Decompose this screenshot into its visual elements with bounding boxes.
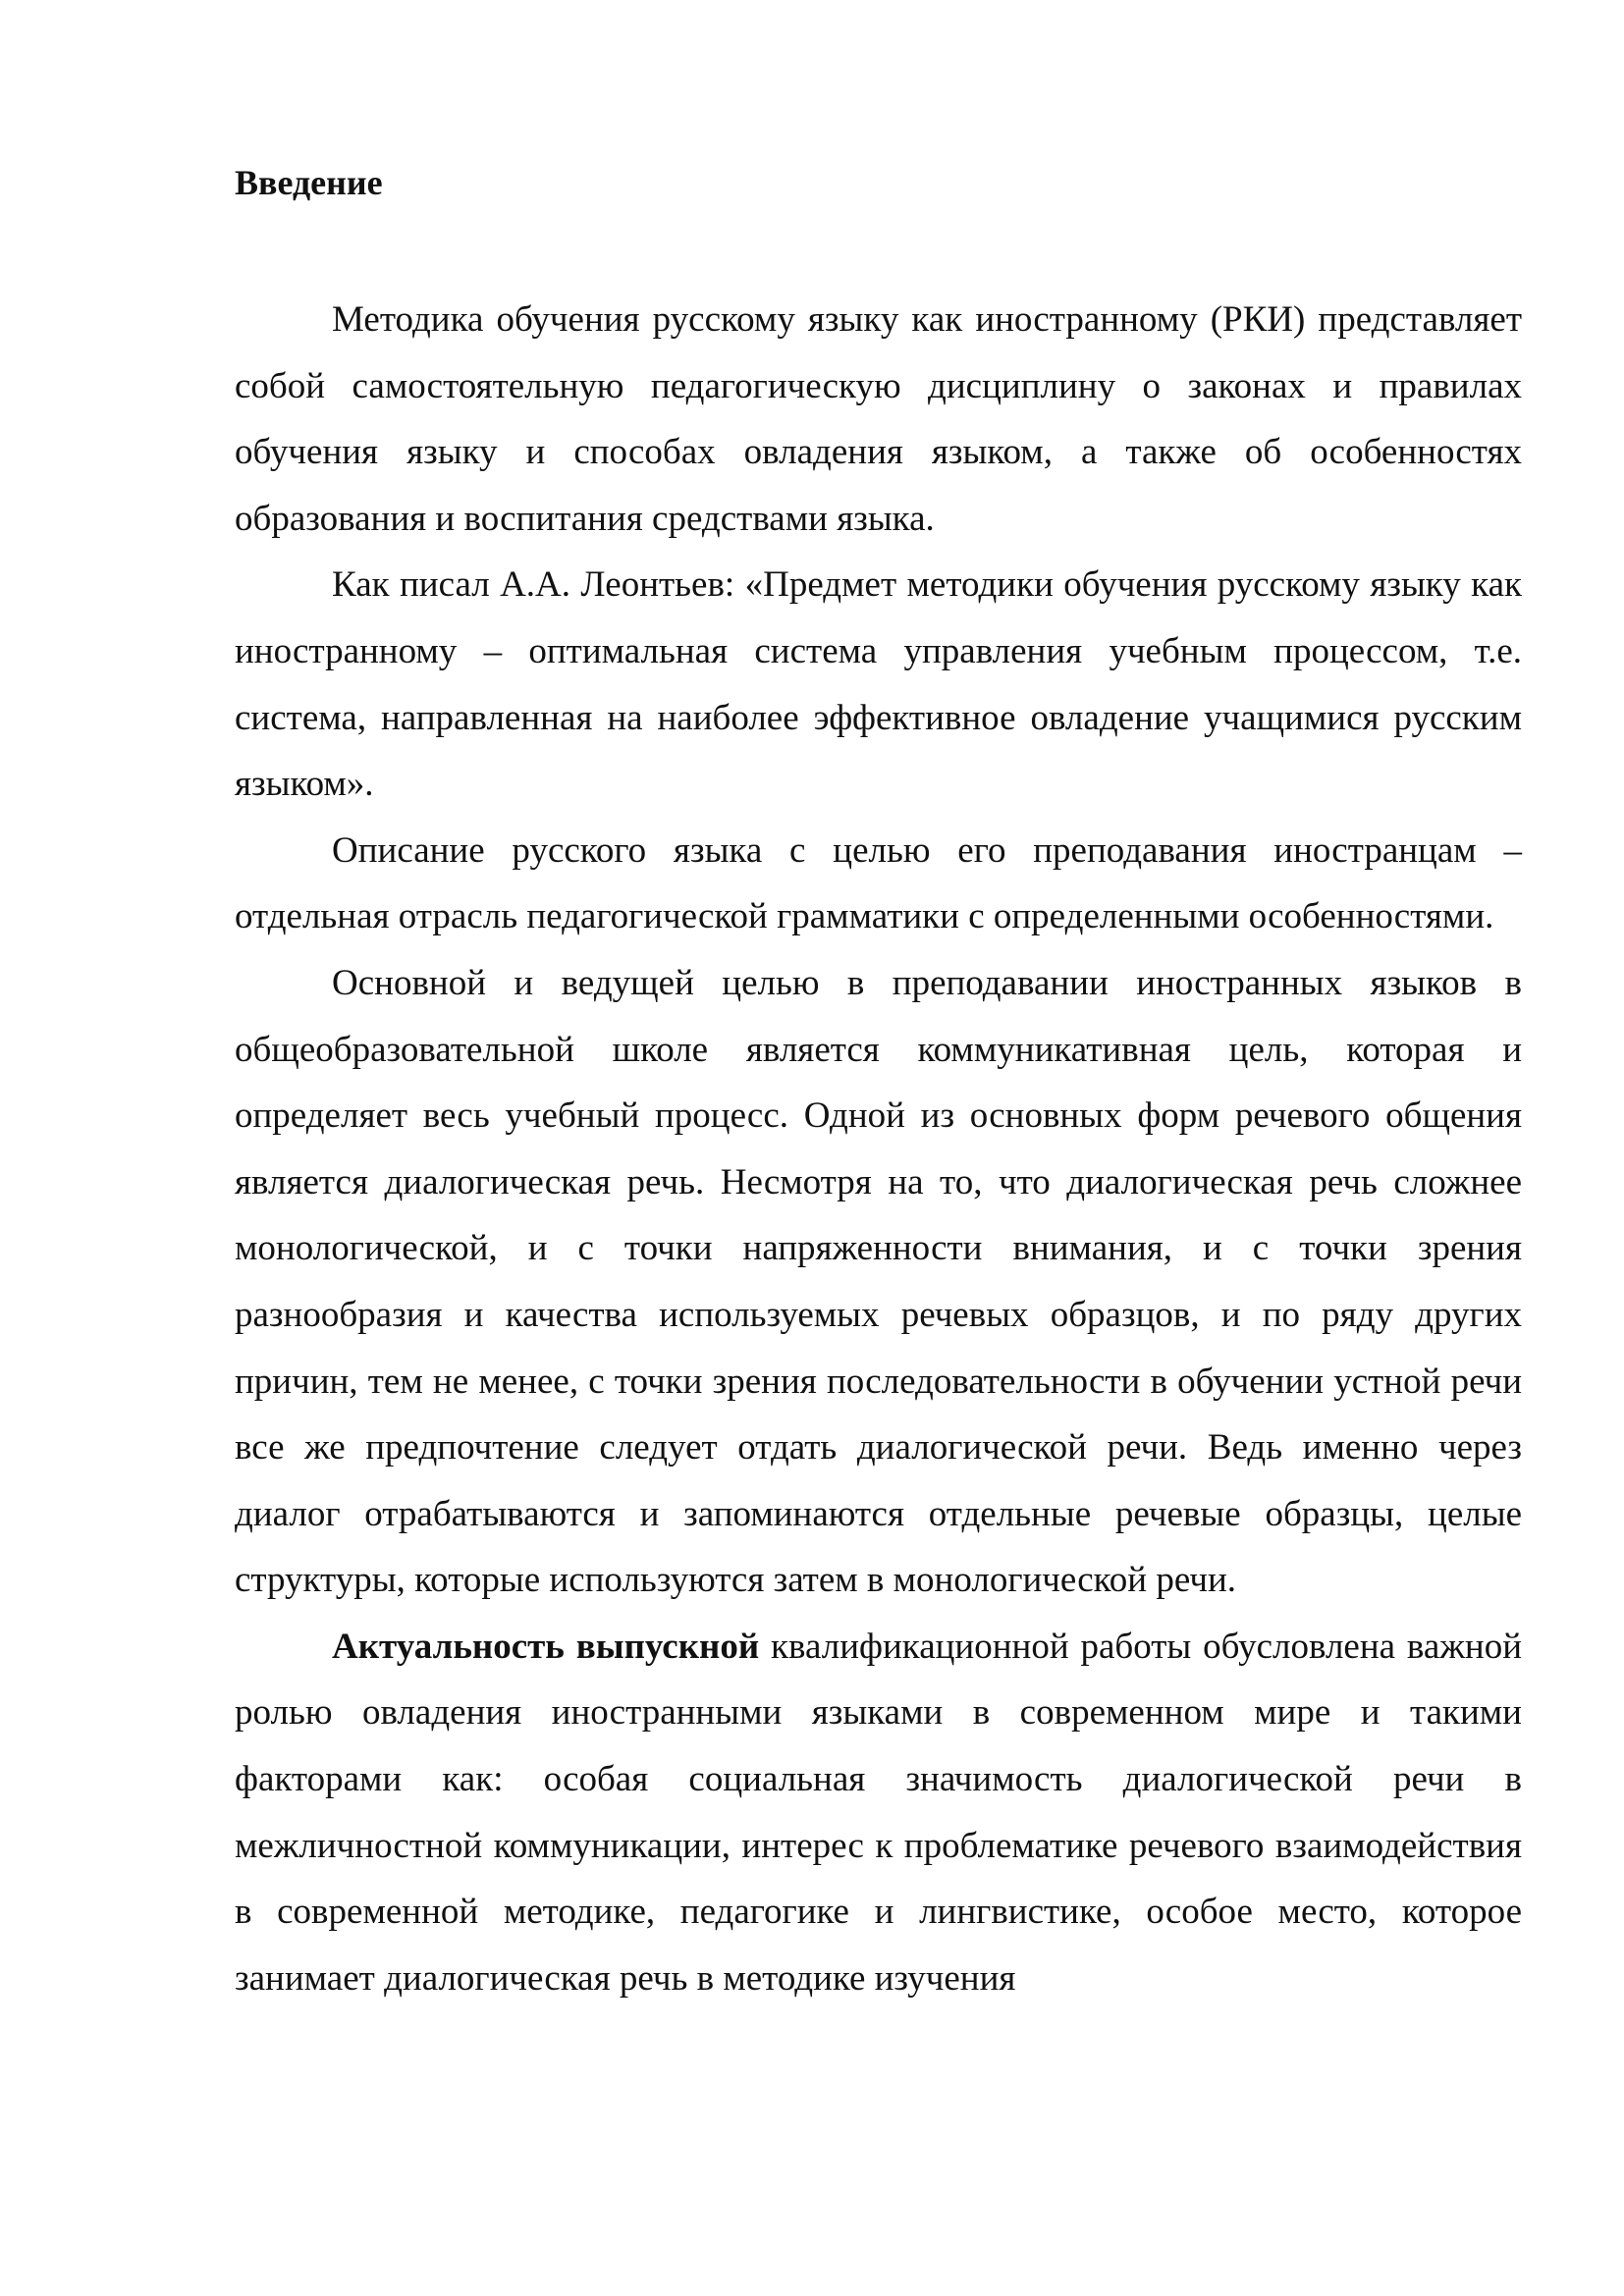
- paragraph-relevance: [235, 1614, 1522, 2012]
- relevance-bold-lead: Актуальность выпускной: [332, 1626, 760, 1667]
- page-content: [235, 147, 1522, 2011]
- paragraph-text: Описание русского языка с целью его преподавания иностранцам – отдельная отрасль педагогической грамматики с определенными особенностями.: [235, 829, 1522, 937]
- paragraph-grammar-description: [235, 818, 1522, 950]
- paragraph-text: Как писал А.А. Леонтьев: «Предмет методики обучения русскому языку как иностранному – оптимальная система управления учебным процессом, т.е. система, направленная на наиболее эффективное овладение учащимися русским языком».: [235, 564, 1522, 805]
- paragraph-text: Методика обучения русскому языку как иностранному (РКИ) представляет собой самостоятельную педагогическую дисциплину о законах и правилах обучения языку и способах овладения языком, а также об особенностях образования и воспитания средствами языка.: [235, 299, 1522, 539]
- paragraph-leontiev-quote: [235, 552, 1522, 817]
- paragraph-rki-method: [235, 287, 1522, 552]
- section-heading: Введение: [235, 163, 383, 202]
- paragraph-text: квалификационной работы обусловлена важной ролью овладения иностранными языками в современном мире и такими факторами как: особая социальная значимость диалогической речи в межличностной коммуникации, интерес к проблематике речевого взаимодействия в современной методике, педагогике и лингвистике, особое место, которое занимает диалогическая речь в методике изучения: [235, 1626, 1523, 1999]
- paragraph-communicative-goal: [235, 950, 1522, 1614]
- paragraph-text: Основной и ведущей целью в преподавании иностранных языков в общеобразовательной школе является коммуникативная цель, которая и определяет весь учебный процесс. Одной из основных форм речевого общения является диалогическая речь. Несмотря на то, что диалогическая речь сложнее монологической, и с точки напряженности внимания, и с точки зрения разнообразия и качества используемых речевых образцов, и по ряду других причин, тем не менее, с точки зрения последовательности в обучении устной речи все же предпочтение следует отдать диалогической речи. Ведь именно через диалог отрабатываются и запоминаются отдельные речевые образцы, целые структуры, которые используются затем в монологической речи.: [235, 962, 1522, 1601]
